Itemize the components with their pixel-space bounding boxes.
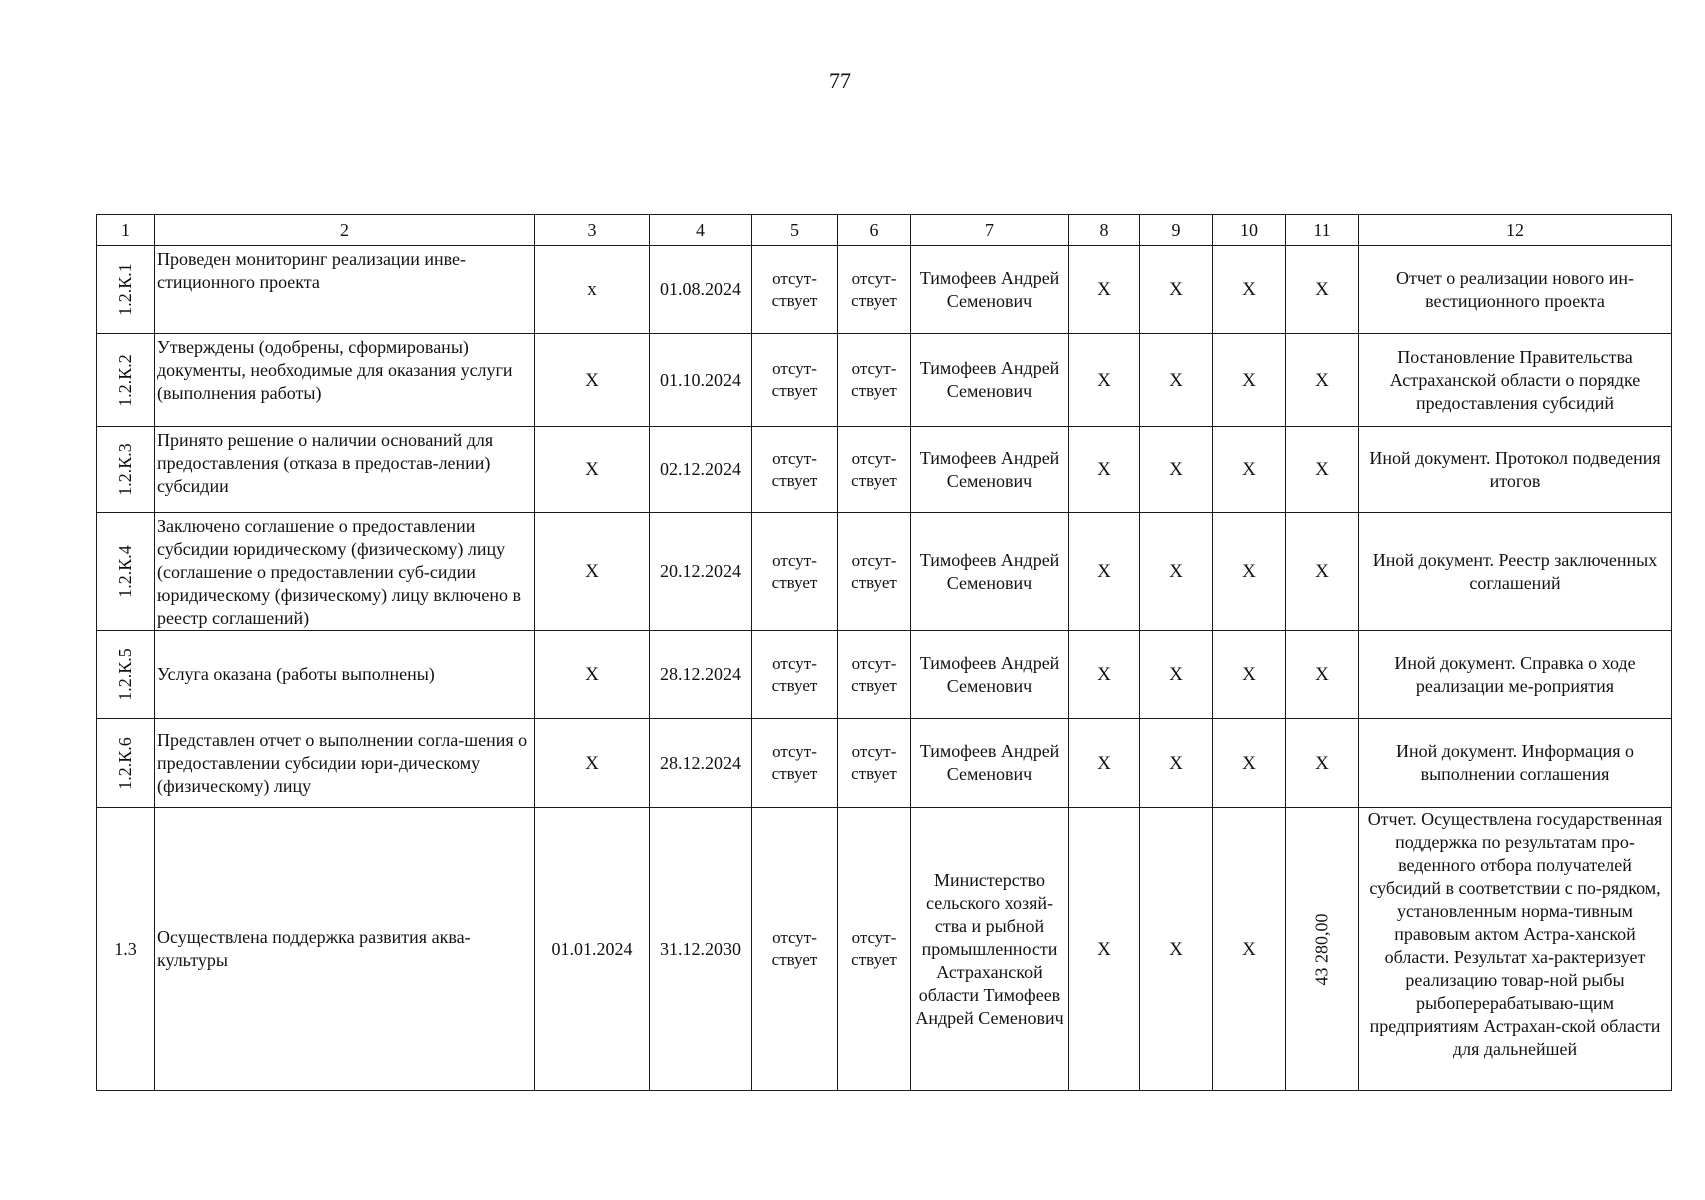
row-start: X [535, 513, 650, 631]
row-col5: отсут-ствует [752, 719, 838, 808]
row-document: Постановление Правительства Астраханской области о порядке предоставления субсидий [1359, 334, 1672, 427]
row-col11: X [1286, 427, 1359, 513]
row-name: Принято решение о наличии оснований для предоставления (отказа в предостав-лении) субсидии [155, 427, 535, 513]
row-amount-text: 43 280,00 [1311, 913, 1332, 985]
row-col6: отсут-ствует [838, 631, 911, 719]
row-document: Иной документ. Информация о выполнении соглашения [1359, 719, 1672, 808]
row-col11: X [1286, 334, 1359, 427]
row-code [97, 246, 155, 334]
row-end: 28.12.2024 [650, 719, 752, 808]
row-code-text: 1.2.К.2 [114, 353, 135, 407]
row-responsible: Тимофеев Андрей Семенович [911, 631, 1069, 719]
row-responsible: Тимофеев Андрей Семенович [911, 246, 1069, 334]
row-document: Отчет о реализации нового ин-вестиционного проекта [1359, 246, 1672, 334]
row-code [97, 631, 155, 719]
row-col5: отсут-ствует [752, 513, 838, 631]
row-col11: X [1286, 631, 1359, 719]
row-col10: X [1213, 334, 1286, 427]
header-col-1: 1 [97, 215, 155, 246]
table-row [97, 246, 1672, 334]
row-col6: отсут-ствует [838, 513, 911, 631]
row-col10: X [1213, 808, 1286, 1091]
row-end: 28.12.2024 [650, 631, 752, 719]
row-start: X [535, 631, 650, 719]
row-col8: X [1069, 631, 1140, 719]
header-col-6: 6 [838, 215, 911, 246]
table-row [97, 631, 1672, 719]
row-code [97, 427, 155, 513]
row-col9: X [1140, 631, 1213, 719]
row-col9: X [1140, 246, 1213, 334]
row-col8: X [1069, 513, 1140, 631]
row-amount [1286, 808, 1359, 1091]
row-col11: X [1286, 246, 1359, 334]
header-col-7: 7 [911, 215, 1069, 246]
row-col10: X [1213, 427, 1286, 513]
header-col-9: 9 [1140, 215, 1213, 246]
row-name: Представлен отчет о выполнении согла-шения о предоставлении субсидии юри-дическому (физическому) лицу [155, 719, 535, 808]
header-row [97, 215, 1672, 246]
row-document: Отчет. Осуществлена государственная поддержка по результатам про-веденного отбора получателей субсидий в соответствии с по-рядком, установленным норма-тивным правовым актом Астра-ханской области. Результат ха-рактеризует реализацию товар-ной рыбы рыбоперерабатываю-щим предприятиям Астрахан-ской области для дальнейшей [1359, 808, 1672, 1091]
row-document: Иной документ. Реестр заключенных соглашений [1359, 513, 1672, 631]
header-col-10: 10 [1213, 215, 1286, 246]
header-col-5: 5 [752, 215, 838, 246]
row-start: x [535, 246, 650, 334]
row-code [97, 334, 155, 427]
row-code-text: 1.2.К.3 [114, 443, 135, 496]
row-col5: отсут-ствует [752, 334, 838, 427]
row-col11: X [1286, 719, 1359, 808]
row-col5: отсут-ствует [752, 808, 838, 1091]
row-code [97, 513, 155, 631]
row-end: 01.08.2024 [650, 246, 752, 334]
row-col10: X [1213, 513, 1286, 631]
header-col-3: 3 [535, 215, 650, 246]
row-document: Иной документ. Справка о ходе реализации ме-роприятия [1359, 631, 1672, 719]
row-col6: отсут-ствует [838, 246, 911, 334]
row-end: 02.12.2024 [650, 427, 752, 513]
row-end: 20.12.2024 [650, 513, 752, 631]
row-col6: отсут-ствует [838, 719, 911, 808]
row-end: 31.12.2030 [650, 808, 752, 1091]
header-col-12: 12 [1359, 215, 1672, 246]
row-start: X [535, 334, 650, 427]
row-col5: отсут-ствует [752, 246, 838, 334]
row-col10: X [1213, 631, 1286, 719]
row-name: Заключено соглашение о предоставлении субсидии юридическому (физическому) лицу (соглашение о предоставлении суб-сидии юридическому (физическому) лицу включено в реестр соглашений) [155, 513, 535, 631]
row-responsible: Тимофеев Андрей Семенович [911, 513, 1069, 631]
row-col8: X [1069, 427, 1140, 513]
row-col8: X [1069, 808, 1140, 1091]
row-col10: X [1213, 246, 1286, 334]
row-col10: X [1213, 719, 1286, 808]
row-col11: X [1286, 513, 1359, 631]
row-col8: X [1069, 719, 1140, 808]
table-row [97, 513, 1672, 631]
row-col9: X [1140, 808, 1213, 1091]
row-col5: отсут-ствует [752, 427, 838, 513]
row-name: Услуга оказана (работы выполнены) [155, 631, 535, 719]
row-responsible: Тимофеев Андрей Семенович [911, 719, 1069, 808]
row-responsible: Тимофеев Андрей Семенович [911, 427, 1069, 513]
plan-table [96, 214, 1672, 1091]
row-code-text: 1.2.К.4 [114, 545, 135, 598]
header-col-4: 4 [650, 215, 752, 246]
row-code [97, 808, 155, 1091]
row-col9: X [1140, 513, 1213, 631]
table-row [97, 334, 1672, 427]
row-col6: отсут-ствует [838, 808, 911, 1091]
row-col8: X [1069, 246, 1140, 334]
page-number: 77 [829, 68, 851, 93]
header-col-8: 8 [1069, 215, 1140, 246]
row-col5: отсут-ствует [752, 631, 838, 719]
row-code-text: 1.2.К.1 [114, 263, 135, 316]
header-col-2: 2 [155, 215, 535, 246]
row-responsible: Министерство сельского хозяй-ства и рыбной промышленности Астраханской области Тимофеев Андрей Семенович [911, 808, 1069, 1091]
row-start: 01.01.2024 [535, 808, 650, 1091]
row-col6: отсут-ствует [838, 334, 911, 427]
row-name: Утверждены (одобрены, сформированы) документы, необходимые для оказания услуги (выполнения работы) [155, 334, 535, 427]
table-row [97, 719, 1672, 808]
row-col9: X [1140, 719, 1213, 808]
row-col9: X [1140, 427, 1213, 513]
row-code-text: 1.2.К.6 [114, 736, 135, 790]
row-code [97, 719, 155, 808]
row-col9: X [1140, 334, 1213, 427]
row-col8: X [1069, 334, 1140, 427]
table-row [97, 427, 1672, 513]
row-responsible: Тимофеев Андрей Семенович [911, 334, 1069, 427]
table-row [97, 808, 1672, 1091]
row-name: Осуществлена поддержка развития аква-культуры [155, 808, 535, 1091]
row-col6: отсут-ствует [838, 427, 911, 513]
row-start: X [535, 427, 650, 513]
row-document: Иной документ. Протокол подведения итогов [1359, 427, 1672, 513]
row-end: 01.10.2024 [650, 334, 752, 427]
header-col-11: 11 [1286, 215, 1359, 246]
row-code-text: 1.3 [114, 938, 137, 959]
row-code-text: 1.2.К.5 [114, 648, 135, 701]
row-name: Проведен мониторинг реализации инве-стиционного проекта [155, 246, 535, 334]
row-start: X [535, 719, 650, 808]
